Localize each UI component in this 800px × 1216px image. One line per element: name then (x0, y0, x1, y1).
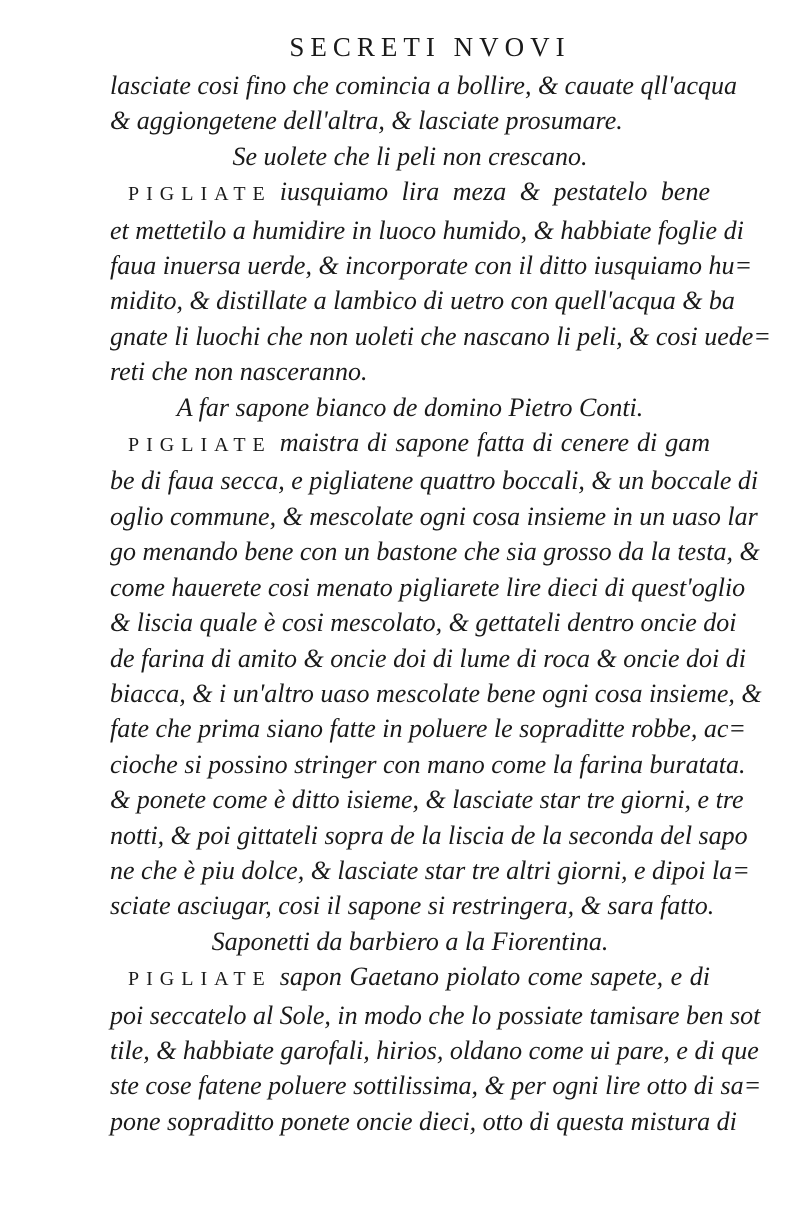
text-line: reti che non nasceranno. (110, 357, 368, 387)
text-line: & aggiongetene dell'altra, & lasciate prosumare. (110, 106, 623, 136)
text-line: gnate li luochi che non uoleti che nascano li peli, & cosi uede= (110, 321, 771, 351)
text-line: fate che prima siano fatte in poluere le sopraditte robbe, ac= (110, 714, 746, 744)
text-line: be di faua secca, e pigliatene quattro boccali, & un boccale di (110, 466, 759, 496)
text-line: ste cose fatene poluere sottilissima, & per ogni lire otto di sa= (110, 1071, 762, 1101)
lead-word: PIGLIATE (128, 183, 272, 206)
recipe-heading: Saponetti da barbiero a la Fiorentina. (211, 926, 609, 956)
text-line: poi seccatelo al Sole, in modo che lo possiate tamisare ben sot (110, 1000, 761, 1030)
text-line (110, 425, 710, 463)
recipe-section (110, 924, 762, 1139)
text-line: & liscia quale è cosi mescolato, & gettateli dentro oncie doi (110, 608, 737, 638)
text-line: pone sopraditto ponete oncie dieci, otto di questa mistura di (110, 1106, 737, 1136)
recipe-heading: A far sapone bianco de domino Pietro Conti. (176, 392, 644, 422)
text-line: cioche si possino stringer con mano come la farina buratata. (110, 749, 746, 779)
text-line: de farina di amito & oncie doi di lume di roca & oncie doi di (110, 643, 746, 673)
line-text: maistra di sapone fatta di cenere di gam (279, 428, 710, 458)
text-line (110, 959, 710, 997)
text-line: et mettetilo a humidire in luoco humido, & habbiate foglie di (110, 215, 744, 245)
text-line: come hauerete cosi menato pigliarete lire dieci di quest'oglio (110, 572, 746, 602)
text-line: & ponete come è ditto isieme, & lasciate star tre giorni, e tre (110, 785, 744, 815)
line-text: sapon Gaetano piolato come sapete, e di (279, 962, 710, 992)
recipe-heading: Se uolete che li peli non crescano. (232, 141, 588, 171)
text-line: lasciate cosi fino che comincia a bollire, & cauate qll'acqua (110, 71, 738, 100)
text-line: sciate asciugar, cosi il sapone si restringera, & sara fatto. (110, 891, 715, 921)
text-line: midito, & distillate a lambico di uetro con quell'acqua & ba (110, 286, 735, 316)
text-line: biacca, & i un'altro uaso mescolate bene ogni cosa insieme, & (110, 678, 762, 708)
text-line (110, 174, 710, 212)
text-line: ne che è piu dolce, & lasciate star tre altri giorni, e dipoi la= (110, 855, 750, 885)
text-line: oglio commune, & mescolate ogni cosa insieme in un uaso lar (110, 501, 758, 531)
line-text: iusquiamo lira meza & pestatelo bene (279, 177, 710, 207)
continuation-paragraph (110, 68, 738, 139)
lead-word: PIGLIATE (128, 968, 272, 991)
running-head: SECRETI NVOVI (289, 32, 571, 62)
text-line: faua inuersa uerde, & incorporate con il ditto iusquiamo hu= (110, 251, 752, 281)
recipe-section (110, 390, 762, 924)
text-line: go menando bene con un bastone che sia grosso da la testa, & (110, 537, 760, 567)
recipe-section (110, 139, 771, 390)
text-line: notti, & poi gittateli sopra de la liscia de la seconda del sapo (110, 820, 748, 850)
book-page (110, 30, 771, 1139)
text-line: tile, & habbiate garofali, hirios, oldano come ui pare, e di que (110, 1035, 759, 1065)
lead-word: PIGLIATE (128, 434, 272, 457)
